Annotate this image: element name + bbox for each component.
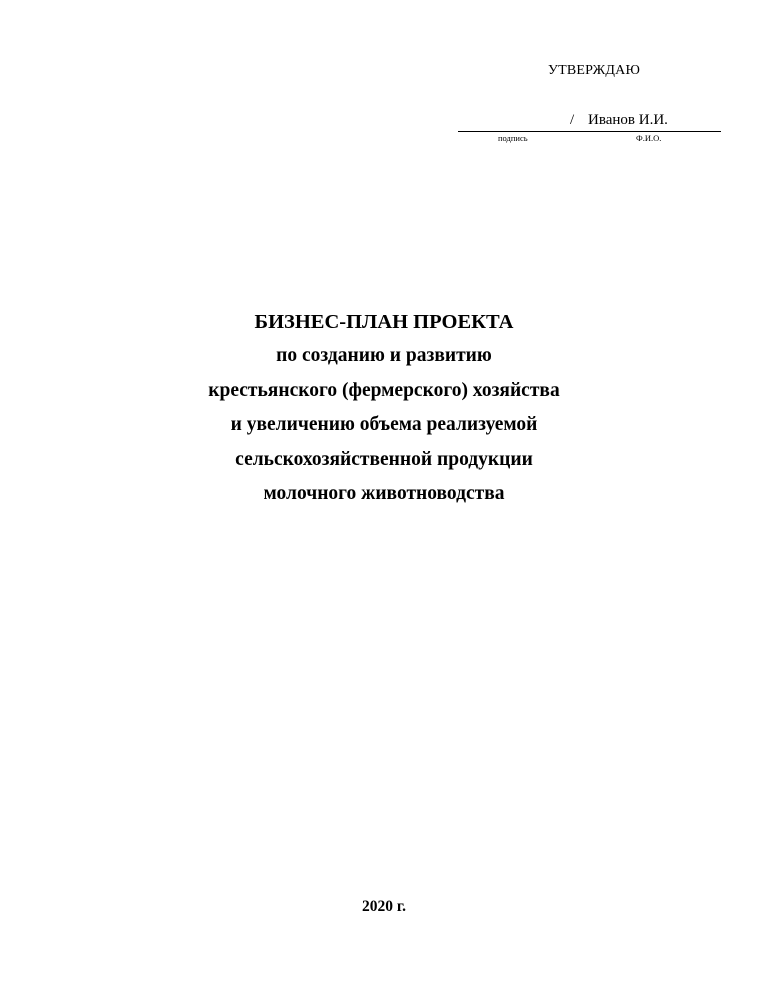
signature-separator: / (570, 112, 575, 128)
document-title (0, 306, 768, 512)
signature-caption: подпись (498, 133, 528, 143)
fio-caption: Ф.И.О. (636, 133, 662, 143)
title-line: и увеличению объема реализуемой (230, 414, 538, 435)
approval-label: УТВЕРЖДАЮ (548, 63, 641, 78)
title-line: по созданию и развитию (276, 345, 492, 366)
title-line: крестьянского (фермерского) хозяйства (208, 379, 560, 401)
document-year: 2020 г. (361, 898, 407, 915)
signature-line (458, 131, 721, 132)
signatory-name: Иванов И.И. (588, 112, 668, 128)
title-line: БИЗНЕС-ПЛАН ПРОЕКТА (254, 311, 514, 333)
title-line: молочного животноводства (263, 483, 505, 504)
title-line: сельскохозяйственной продукции (235, 448, 533, 470)
